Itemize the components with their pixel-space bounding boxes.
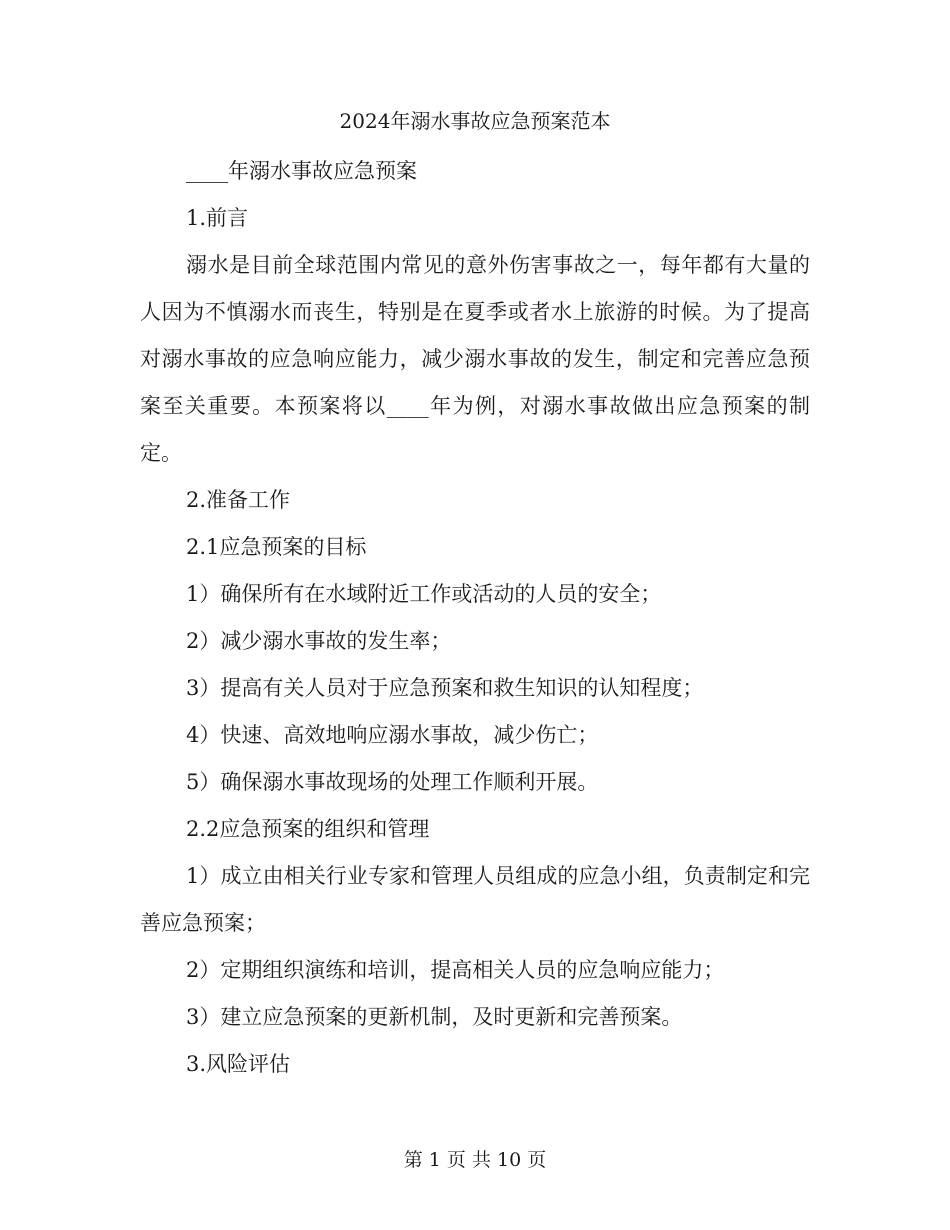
list-item: 5）确保溺水事故现场的处理工作顺利开展。 — [186, 770, 599, 794]
body-paragraph: 溺水是目前全球范围内常见的意外伤害事故之一，每年都有大量的人因为不慎溺水而丧生，特别是在夏季或者水上旅游的时候。为了提高对溺水事故的应急响应能力，减少溺水事故的发生，制定和完善应急预案至关重要。本预案将以____年为例，对溺水事故做出应急预案的制定。 — [140, 253, 810, 465]
subsection-heading: 2.1应急预案的目标 — [186, 535, 367, 559]
section-heading: 2.准备工作 — [186, 488, 291, 512]
document-body — [140, 148, 810, 1088]
list-item: 4）快速、高效地响应溺水事故，减少伤亡； — [186, 723, 599, 747]
subtitle-paragraph: ____年溺水事故应急预案 — [186, 159, 417, 183]
section-heading: 1.前言 — [186, 206, 249, 230]
page-footer: 第 1 页 共 10 页 — [403, 1149, 547, 1171]
document-title: 2024年溺水事故应急预案范本 — [339, 109, 611, 133]
list-item: 3）提高有关人员对于应急预案和救生知识的认知程度； — [186, 676, 704, 700]
list-item: 2）定期组织演练和培训，提高相关人员的应急响应能力； — [186, 958, 725, 982]
section-heading: 3.风险评估 — [186, 1052, 291, 1076]
list-item: 1）确保所有在水域附近工作或活动的人员的安全； — [186, 582, 662, 606]
list-item: 1）成立由相关行业专家和管理人员组成的应急小组，负责制定和完善应急预案； — [140, 864, 810, 935]
list-item: 2）减少溺水事故的发生率； — [186, 629, 452, 653]
list-item: 3）建立应急预案的更新机制，及时更新和完善预案。 — [186, 1005, 683, 1029]
subsection-heading: 2.2应急预案的组织和管理 — [186, 817, 430, 841]
